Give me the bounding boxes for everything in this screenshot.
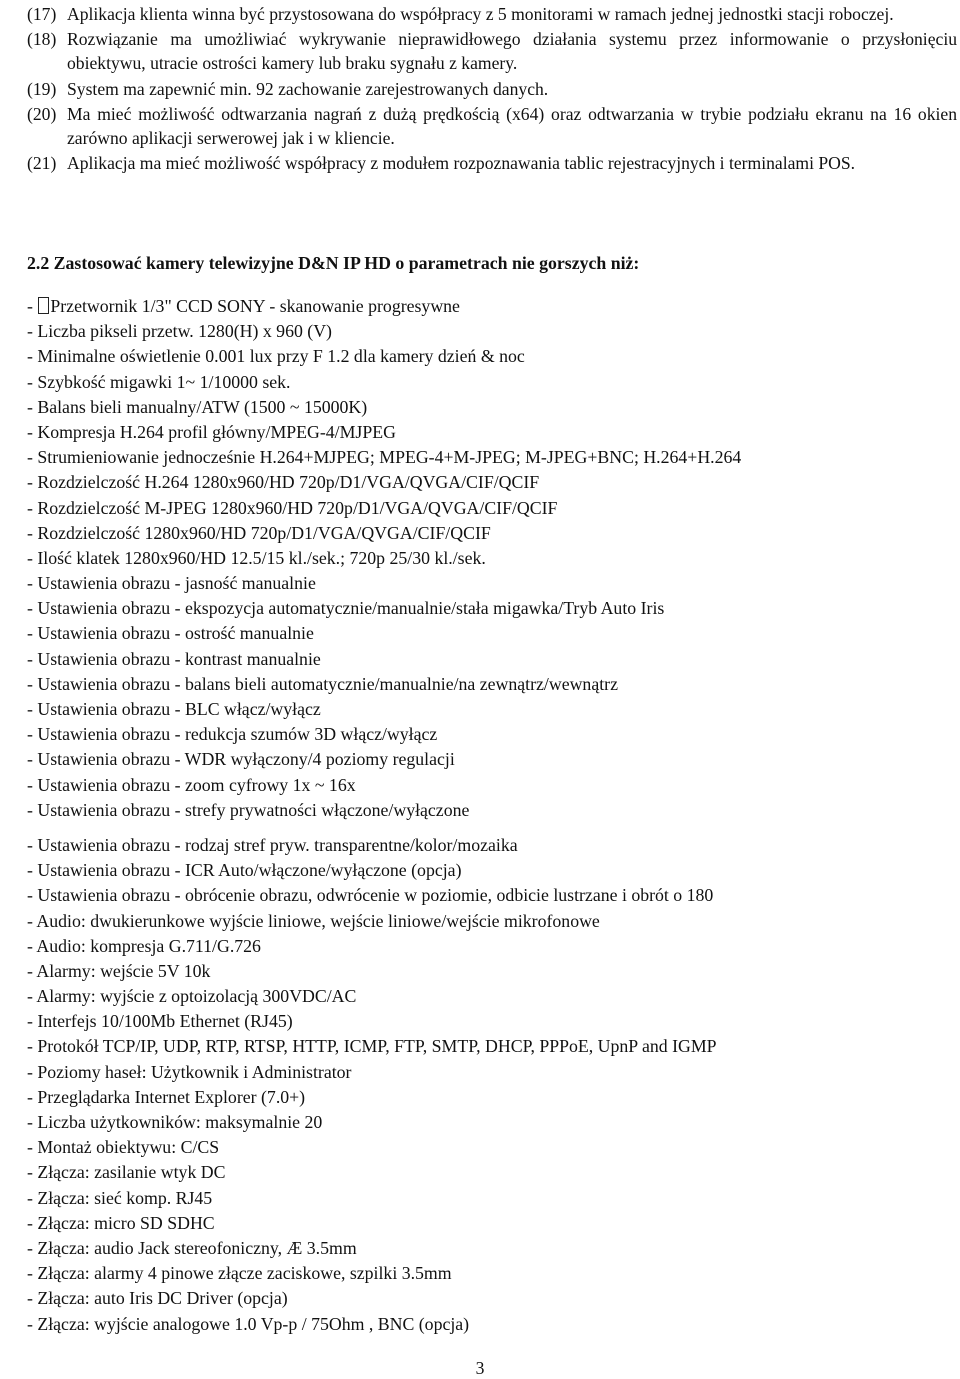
item-text: Aplikacja ma mieć możliwość współpracy z modułem rozpoznawania tablic rejestracyjnych i terminalami POS. [67, 153, 856, 174]
section-heading: 2.2 Zastosować kamery telewizyjne D&N IP HD o parametrach nie gorszych niż: [27, 253, 640, 273]
spec-line: - Złącza: auto Iris DC Driver (opcja) [27, 1288, 288, 1309]
spec-line: - Balans bieli manualny/ATW (1500 ~ 15000K) [27, 396, 368, 417]
item-number: (17) [27, 4, 57, 24]
spec-line: - Ustawienia obrazu - balans bieli automatycznie/manualnie/na zewnątrz/wewnątrz [27, 673, 618, 694]
spec-line: - Szybkość migawki 1~ 1/10000 sek. [27, 371, 291, 392]
list-item [27, 151, 957, 175]
spec-line: - Audio: dwukierunkowe wyjście liniowe, wejście liniowe/wejście mikrofonowe [27, 910, 600, 931]
numbered-requirements-list [27, 2, 957, 176]
spec-line: - Złącza: micro SD SDHC [27, 1212, 215, 1233]
item-text: Ma mieć możliwość odtwarzania nagrań z dużą prędkością (x64) oraz odtwarzania w trybie podziału ekranu na 16 okien zarówno aplikacji serwerowej jak i w kliencie. [67, 103, 957, 149]
spec-line: - Kompresja H.264 profil główny/MPEG-4/MJPEG [27, 421, 396, 442]
item-number: (21) [27, 153, 57, 174]
spec-line: - Protokół TCP/IP, UDP, RTP, RTSP, HTTP, ICMP, FTP, SMTP, DHCP, PPPoE, UpnP and IGMP [27, 1036, 717, 1057]
spec-line: - Ustawienia obrazu - WDR wyłączony/4 poziomy regulacji [27, 749, 455, 770]
spec-line: - Złącza: sieć komp. RJ45 [27, 1187, 213, 1208]
spec-line: - Ustawienia obrazu - ekspozycja automatycznie/manualnie/stała migawka/Tryb Auto Iris [27, 598, 665, 619]
spec-line: - Ustawienia obrazu - zoom cyfrowy 1x ~ 16x [27, 774, 356, 795]
spec-line: - Poziomy haseł: Użytkownik i Administrator [27, 1061, 352, 1082]
spec-line: - Liczba pikseli przetw. 1280(H) x 960 (V) [27, 321, 332, 342]
spec-text: Przetwornik 1/3" CCD SONY - skanowanie progresywne [50, 296, 460, 316]
spec-line [27, 294, 957, 319]
spec-line: - Ustawienia obrazu - jasność manualnie [27, 573, 316, 594]
item-number: (18) [27, 29, 57, 50]
spec-line: - Ustawienia obrazu - ICR Auto/włączone/wyłączone (opcja) [27, 860, 462, 881]
spec-line: - Rozdzielczość M-JPEG 1280x960/HD 720p/D1/VGA/QVGA/CIF/QCIF [27, 497, 558, 518]
item-number: (20) [27, 103, 57, 124]
list-item [27, 77, 957, 101]
spec-line: - Złącza: audio Jack stereofoniczny, Æ 3.5mm [27, 1237, 357, 1258]
spec-dash: - [27, 296, 38, 316]
spec-line: - Złącza: alarmy 4 pinowe złącze zaciskowe, szpilki 3.5mm [27, 1263, 452, 1284]
spec-line: - Ustawienia obrazu - kontrast manualnie [27, 648, 321, 669]
spec-line: - Liczba użytkowników: maksymalnie 20 [27, 1112, 323, 1132]
spec-line: - Interfejs 10/100Mb Ethernet (RJ45) [27, 1011, 293, 1032]
spec-line: - Alarmy: wyjście z optoizolacją 300VDC/AC [27, 986, 357, 1007]
spec-line: - Ustawienia obrazu - strefy prywatności włączone/wyłączone [27, 799, 470, 820]
missing-glyph-box-icon [38, 297, 49, 314]
spec-line: - Złącza: wyjście analogowe 1.0 Vp-p / 75Ohm , BNC (opcja) [27, 1313, 470, 1334]
spec-line: - Strumieniowanie jednocześnie H.264+MJPEG; MPEG-4+M-JPEG; M-JPEG+BNC; H.264+H.264 [27, 447, 742, 468]
item-number: (19) [27, 78, 57, 99]
spec-line: - Ilość klatek 1280x960/HD 12.5/15 kl./sek.; 720p 25/30 kl./sek. [27, 547, 486, 568]
list-item [27, 102, 957, 150]
list-item [27, 2, 957, 26]
spec-line: - Alarmy: wejście 5V 10k [27, 960, 211, 981]
spec-line: - Ustawienia obrazu - obrócenie obrazu, odwrócenie w poziomie, odbicie lustrzane i obrót o 180 [27, 885, 714, 906]
spec-line: - Rozdzielczość H.264 1280x960/HD 720p/D1/VGA/QVGA/CIF/QCIF [27, 472, 540, 493]
spec-line: - Audio: kompresja G.711/G.726 [27, 935, 261, 956]
spec-line: - Minimalne oświetlenie 0.001 lux przy F 1.2 dla kamery dzień & noc [27, 346, 525, 367]
spec-line: - Przeglądarka Internet Explorer (7.0+) [27, 1086, 306, 1107]
camera-spec-list [27, 294, 957, 1337]
item-text: Aplikacja klienta winna być przystosowana do współpracy z 5 monitorami w ramach jednej jednostki stacji roboczej. [67, 4, 894, 24]
item-text: Rozwiązanie ma umożliwiać wykrywanie nieprawidłowego działania systemu przez informowanie o przysłonięciu obiektywu, utracie ostrości kamery lub braku sygnału z kamery. [67, 29, 957, 74]
spec-line: - Montaż obiektywu: C/CS [27, 1137, 220, 1158]
item-text: System ma zapewnić min. 92 zachowanie zarejestrowanych danych. [67, 78, 549, 99]
spec-line: - Złącza: zasilanie wtyk DC [27, 1162, 226, 1183]
spec-line: - Ustawienia obrazu - redukcja szumów 3D włącz/wyłącz [27, 724, 438, 745]
spec-line: - Rozdzielczość 1280x960/HD 720p/D1/VGA/QVGA/CIF/QCIF [27, 522, 491, 543]
list-item [27, 27, 957, 75]
spec-line: - Ustawienia obrazu - BLC włącz/wyłącz [27, 699, 321, 719]
spec-line: - Ustawienia obrazu - rodzaj stref pryw. transparentne/kolor/mozaika [27, 834, 518, 855]
spec-line: - Ustawienia obrazu - ostrość manualnie [27, 623, 314, 644]
page-number: 3 [475, 1358, 485, 1378]
